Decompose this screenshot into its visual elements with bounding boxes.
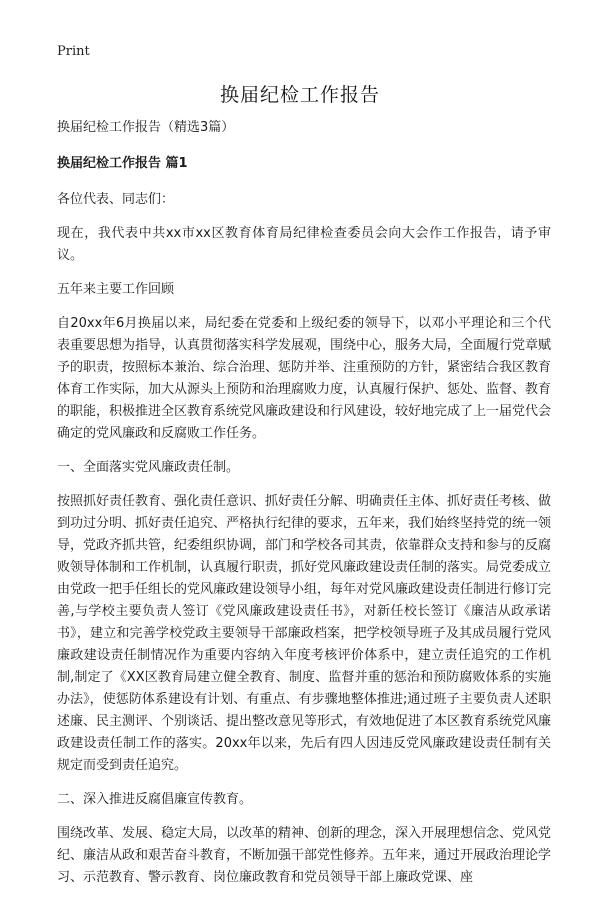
document-subtitle: 换届纪检工作报告（精选3篇） — [57, 120, 235, 135]
document-title: 换届纪检工作报告 — [219, 84, 380, 106]
document-body — [57, 117, 551, 901]
point-two-heading: 二、深入推进反腐倡廉宣传教育。 — [57, 792, 253, 807]
section-heading: 换届纪检工作报告 篇1 — [57, 156, 188, 171]
salutation-paragraph: 各位代表、同志们： — [57, 192, 175, 207]
point-one-paragraph: 按照抓好责任教育、强化责任意识、抓好责任分解、明确责任主体、抓好责任考核、做到功过分明、抓好责任追究、严格执行纪律的要求，五年来，我们始终坚持党的统一领导，党政齐抓共管，纪委组织协调，部门和学校各司其责，依靠群众支持和参与的反腐败领导体制和工作机制，认真履行职责，抓好党风廉政建设责任制的落实。局党委成立由党政一把手任组长的党风廉政建设领导小组，每年对党风廉政建设责任制进行修订完善,与学校主要负责人签订《党风廉政建设责任书》，对新任校长签订《廉洁从政承诺书》，建立和完善学校党政主要领导干部廉政档案，把学校领导班子及其成员履行党风廉政建设责任制情况作为重要内容纳入年度考核评价体系中，建立责任追究的工作机制,制定了《XX区教育局建立健全教育、制度、监督并重的惩治和预防腐败体系的实施办法》，使惩防体系建设有计划、有重点、有步骤地整体推进;通过班子主要负责人述职述廉、民主测评、个别谈话、提出整改意见等形式，有效地促进了本区教育系统党风廉政建设责任制工作的落实。20xx年以来，先后有四人因违反党风廉政建设责任制有关规定而受到责任追究。 — [57, 494, 552, 773]
review-heading: 五年来主要工作回顾 — [57, 282, 175, 297]
overview-paragraph: 自20xx年6月换届以来，局纪委在党委和上级纪委的领导下，以邓小平理论和三个代表重要思想为指导，认真贯彻落实科学发展观，围绕中心，服务大局，全面履行党章赋予的职责，按照标本兼治、综合治理、惩防并举、注重预防的方针，紧密结合我区教育体育工作实际，加大从源头上预防和治理腐败力度，认真履行保护、惩处、监督、教育的职能，积极推进全区教育系统党风廉政建设和行风建设，较好地完成了上一届党代会确定的党风廉政和反腐败工作任务。 — [57, 316, 552, 441]
point-two-paragraph: 围绕改革、发展、稳定大局，以改革的精神、创新的理念，深入开展理想信念、党风党纪、廉洁从政和艰苦奋斗教育，不断加强干部党性修养。五年来，通过开展政治理论学习、示范教育、警示教育、岗位廉政教育和党员领导干部上廉政党课、座 — [57, 826, 552, 885]
intro-paragraph: 现在，我代表中共xx市xx区教育体育局纪律检查委员会向大会作工作报告，请予审议。 — [57, 226, 551, 263]
print-link[interactable]: Print — [57, 44, 90, 59]
point-one-heading: 一、全面落实党风廉政责任制。 — [57, 460, 240, 475]
